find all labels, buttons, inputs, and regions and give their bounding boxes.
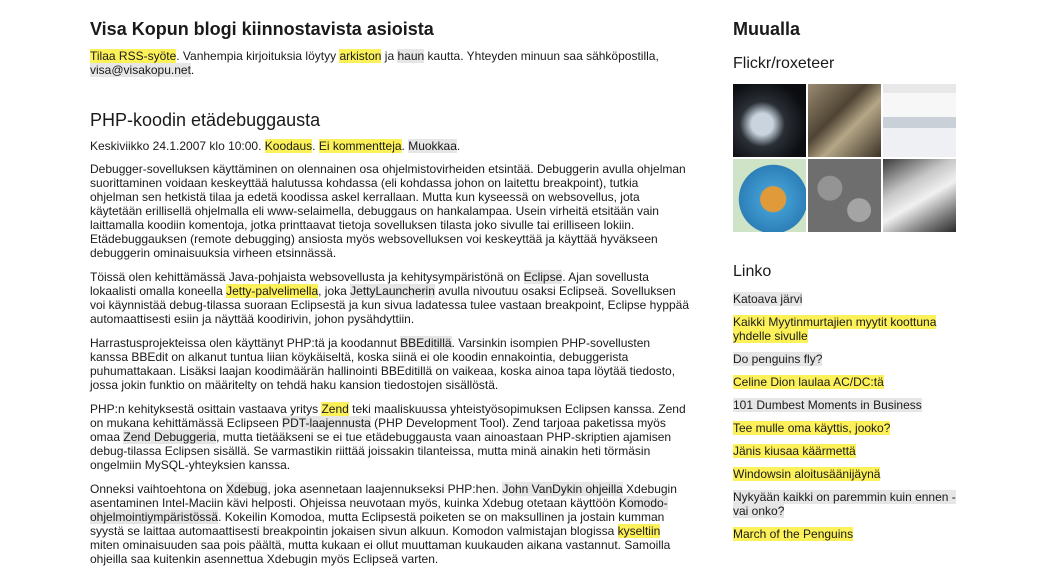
edit-link[interactable]: Muokkaa: [408, 139, 457, 153]
text-run: . Varsinkin isompien PHP-sovellusten kanssa BBEdit on alkanut tuntua liian köykäiseltä, koska siinä ei ole koodin ennakointia, debuggerista puhumattakaan. Lisäksi laajan koodimäärän hallinointi BBEditillä on vaikeaa, koska ainoa tapa löytää tiedosto, jossa jokin funktio on määritelty on tehdä haku kansion tiedostojen sisällöstä.: [90, 336, 676, 392]
list-item: [733, 375, 963, 389]
linko-link[interactable]: Katoava järvi: [733, 292, 803, 306]
pdt-link[interactable]: PDT-laajennusta: [282, 416, 371, 430]
intro-text: [90, 49, 690, 77]
text-run: . Kokeilin Komodoa, mutta Eclipsestä poiketen se on maksullinen ja jostain kumman syystä se laittaa automaattisesti breakpointin jokaisen sivun alkuun. Komodon valmistajan blogissa: [90, 510, 665, 538]
xdebug-link[interactable]: Xdebug: [226, 482, 268, 496]
zend-link[interactable]: Zend: [321, 402, 349, 416]
post-paragraph-4: [90, 402, 690, 472]
linko-link[interactable]: Windowsin aloitusäänijäynä: [733, 467, 881, 481]
post-paragraph-2: [90, 270, 690, 326]
text-run: PHP:n kehityksestä osittain vastaava yritys: [90, 402, 322, 416]
text-run: Töissä olen kehittämässä Java-pohjaista websovellusta ja kehitysympäristönä on: [90, 270, 524, 284]
post-paragraph-1: Debugger-sovelluksen käyttäminen on olennainen osa ohjelmistovirheiden etsintää. Debuggerin avulla ohjelman suorittaminen voidaan keskeyttää halutussa kohdassa (eli kohdassa johon on laitettu breakpoint), tutkia ohjelman sen hetkistä tilaa ja edetä koodissa askel kerrallaan. Mutta kun kyseessä on websovellus, jota käytetään erillisellä ohjelmalla eli www-selaimella, debuggaus on hankalampaa. Usein virheitä etsitään vain laittamalla koodiin komentoja, jotka printtaavat tietoja sovelluksen tilasta joko sivulle tai erilliseen lokiin. Etädebuggauksen (remote debugging) ansiosta myös websovelluksen voi keskeyttää ja käyttää hyväkseen debuggerin ominaisuuksia virheen etsinnässä.: [90, 162, 686, 260]
list-item: [733, 292, 963, 306]
meta-sep: .: [401, 139, 409, 153]
flickr-photo[interactable]: [808, 84, 881, 157]
flickr-photo[interactable]: [733, 84, 806, 157]
intro-text-2: ja: [381, 49, 398, 63]
bbedit-link[interactable]: BBEditillä: [400, 336, 452, 350]
list-item: [733, 398, 963, 412]
linko-link[interactable]: Do penguins fly?: [733, 352, 823, 366]
text-run: (PHP Development Tool). Zend tarjoaa paketissa myös omaa: [90, 416, 666, 444]
meta-sep: .: [456, 139, 461, 153]
linko-link[interactable]: 101 Dumbest Moments in Business: [733, 398, 922, 412]
list-item: [733, 352, 963, 366]
linko-heading: Linko: [733, 263, 772, 280]
sidebar-title: Muualla: [733, 19, 801, 39]
meta-sep: .: [312, 139, 319, 153]
text-run: miten ominaisuuden saa pois päältä, mutta kukaan ei ollut muuttaman kuukauden aikana vastannut. Samoilla ohjeilla saa kuitenkin asennettua Xdebugin myös Eclipseä varten.: [90, 538, 671, 566]
eclipse-link[interactable]: Eclipse: [523, 270, 563, 284]
flickr-photo[interactable]: [733, 159, 806, 232]
email-link[interactable]: visa@visakopu.net: [90, 63, 191, 77]
intro-text-1: . Vanhempia kirjoituksia löytyy: [176, 49, 340, 63]
category-link[interactable]: Koodaus: [264, 139, 313, 153]
jetty-link[interactable]: Jetty-palvelimella: [226, 284, 319, 298]
flickr-photo[interactable]: [883, 159, 956, 232]
text-run: , joka: [318, 284, 351, 298]
text-run: . Ajan sovellusta lokaalisti omalla koneella: [90, 270, 649, 298]
list-item: [733, 444, 963, 458]
main-content: [90, 18, 690, 576]
text-run: Harrastusprojekteissa olen käyttänyt PHP:tä ja koodannut: [90, 336, 401, 350]
intro-text-3: kautta. Yhteyden minuun saa sähköpostilla,: [424, 49, 659, 63]
intro-text-4: .: [190, 63, 195, 77]
linko-link[interactable]: Tee mulle oma käyttis, jooko?: [733, 421, 891, 435]
flickr-photo[interactable]: [808, 159, 881, 232]
comments-link[interactable]: Ei kommentteja: [318, 139, 402, 153]
text-run: avulla nivoutuu osaksi Eclipseä. Sovelluksen voi käynnistää debug-tilassa suoraan Eclipsestä ja kun sivua ladatessa tulee vastaan breakpoint, Eclipse hyppää automaattisesti esiin ja näyttää koodirivin, johon pysähdyttiin.: [90, 284, 690, 326]
post-paragraph-3: [90, 336, 690, 392]
zend-debugger-link[interactable]: Zend Debuggeria: [123, 430, 217, 444]
sidebar: [733, 18, 963, 550]
post-title: PHP-koodin etädebuggausta: [90, 110, 321, 130]
flickr-photo[interactable]: [883, 84, 956, 157]
text-run: teki maaliskuussa yhteistyösopimuksen Eclipsen kanssa. Zend on mukana kehittämässä Eclipseen: [90, 402, 686, 430]
rss-link[interactable]: Tilaa RSS-syöte: [90, 49, 177, 63]
linko-link[interactable]: March of the Penguins: [733, 527, 854, 541]
blog-title: Visa Kopun blogi kiinnostavista asioista: [90, 19, 434, 39]
post-paragraph-5: [90, 482, 690, 566]
text-run: , joka asennetaan laajennukseksi PHP:hen.: [267, 482, 503, 496]
list-item: [733, 421, 963, 435]
search-link[interactable]: haun: [397, 49, 425, 63]
linko-list: [733, 292, 963, 541]
list-item: [733, 467, 963, 481]
linko-link[interactable]: Jänis kiusaa käärmettä: [733, 444, 856, 458]
text-run: Onneksi vaihtoehtona on: [90, 482, 227, 496]
linko-link[interactable]: Celine Dion laulaa AC/DC:tä: [733, 375, 884, 389]
list-item: [733, 490, 963, 518]
list-item: [733, 527, 963, 541]
flickr-photo-grid: [733, 84, 956, 232]
vandyk-link[interactable]: John VanDykin ohjeilla: [502, 482, 623, 496]
archive-link[interactable]: arkiston: [339, 49, 382, 63]
jettylauncher-link[interactable]: JettyLauncherin: [350, 284, 435, 298]
linko-link[interactable]: Nykyään kaikki on paremmin kuin ennen - vai onko?: [733, 490, 956, 518]
komodo-link[interactable]: Komodo-ohjelmointiympäristössä: [90, 496, 668, 524]
text-run: , mutta tietääkseni se ei tue etädebuggausta vaan ainoastaan PHP-skriptien ajamisen debug-tilassa Eclipsen sisällä. Se varmastikin riittää joissakin tilanteissa, mutta minä ainakin heti törmäsin ongelmiin MySQL-yhteyksien kanssa.: [90, 430, 672, 472]
linko-link[interactable]: Kaikki Myytinmurtajien myytit koottuna yhdelle sivulle: [733, 315, 937, 343]
list-item: [733, 315, 963, 343]
post-meta: [90, 139, 690, 153]
flickr-heading: Flickr/roxeteer: [733, 55, 835, 72]
kyseltiin-link[interactable]: kyseltiin: [617, 524, 661, 538]
post-date: Keskiviikko 24.1.2007 klo 10:00.: [90, 139, 265, 153]
text-run: Xdebugin asentaminen Intel-Maciin kävi helposti. Ohjeissa neuvotaan myös, kuinka Xdebug otetaan käyttöön: [90, 482, 677, 510]
